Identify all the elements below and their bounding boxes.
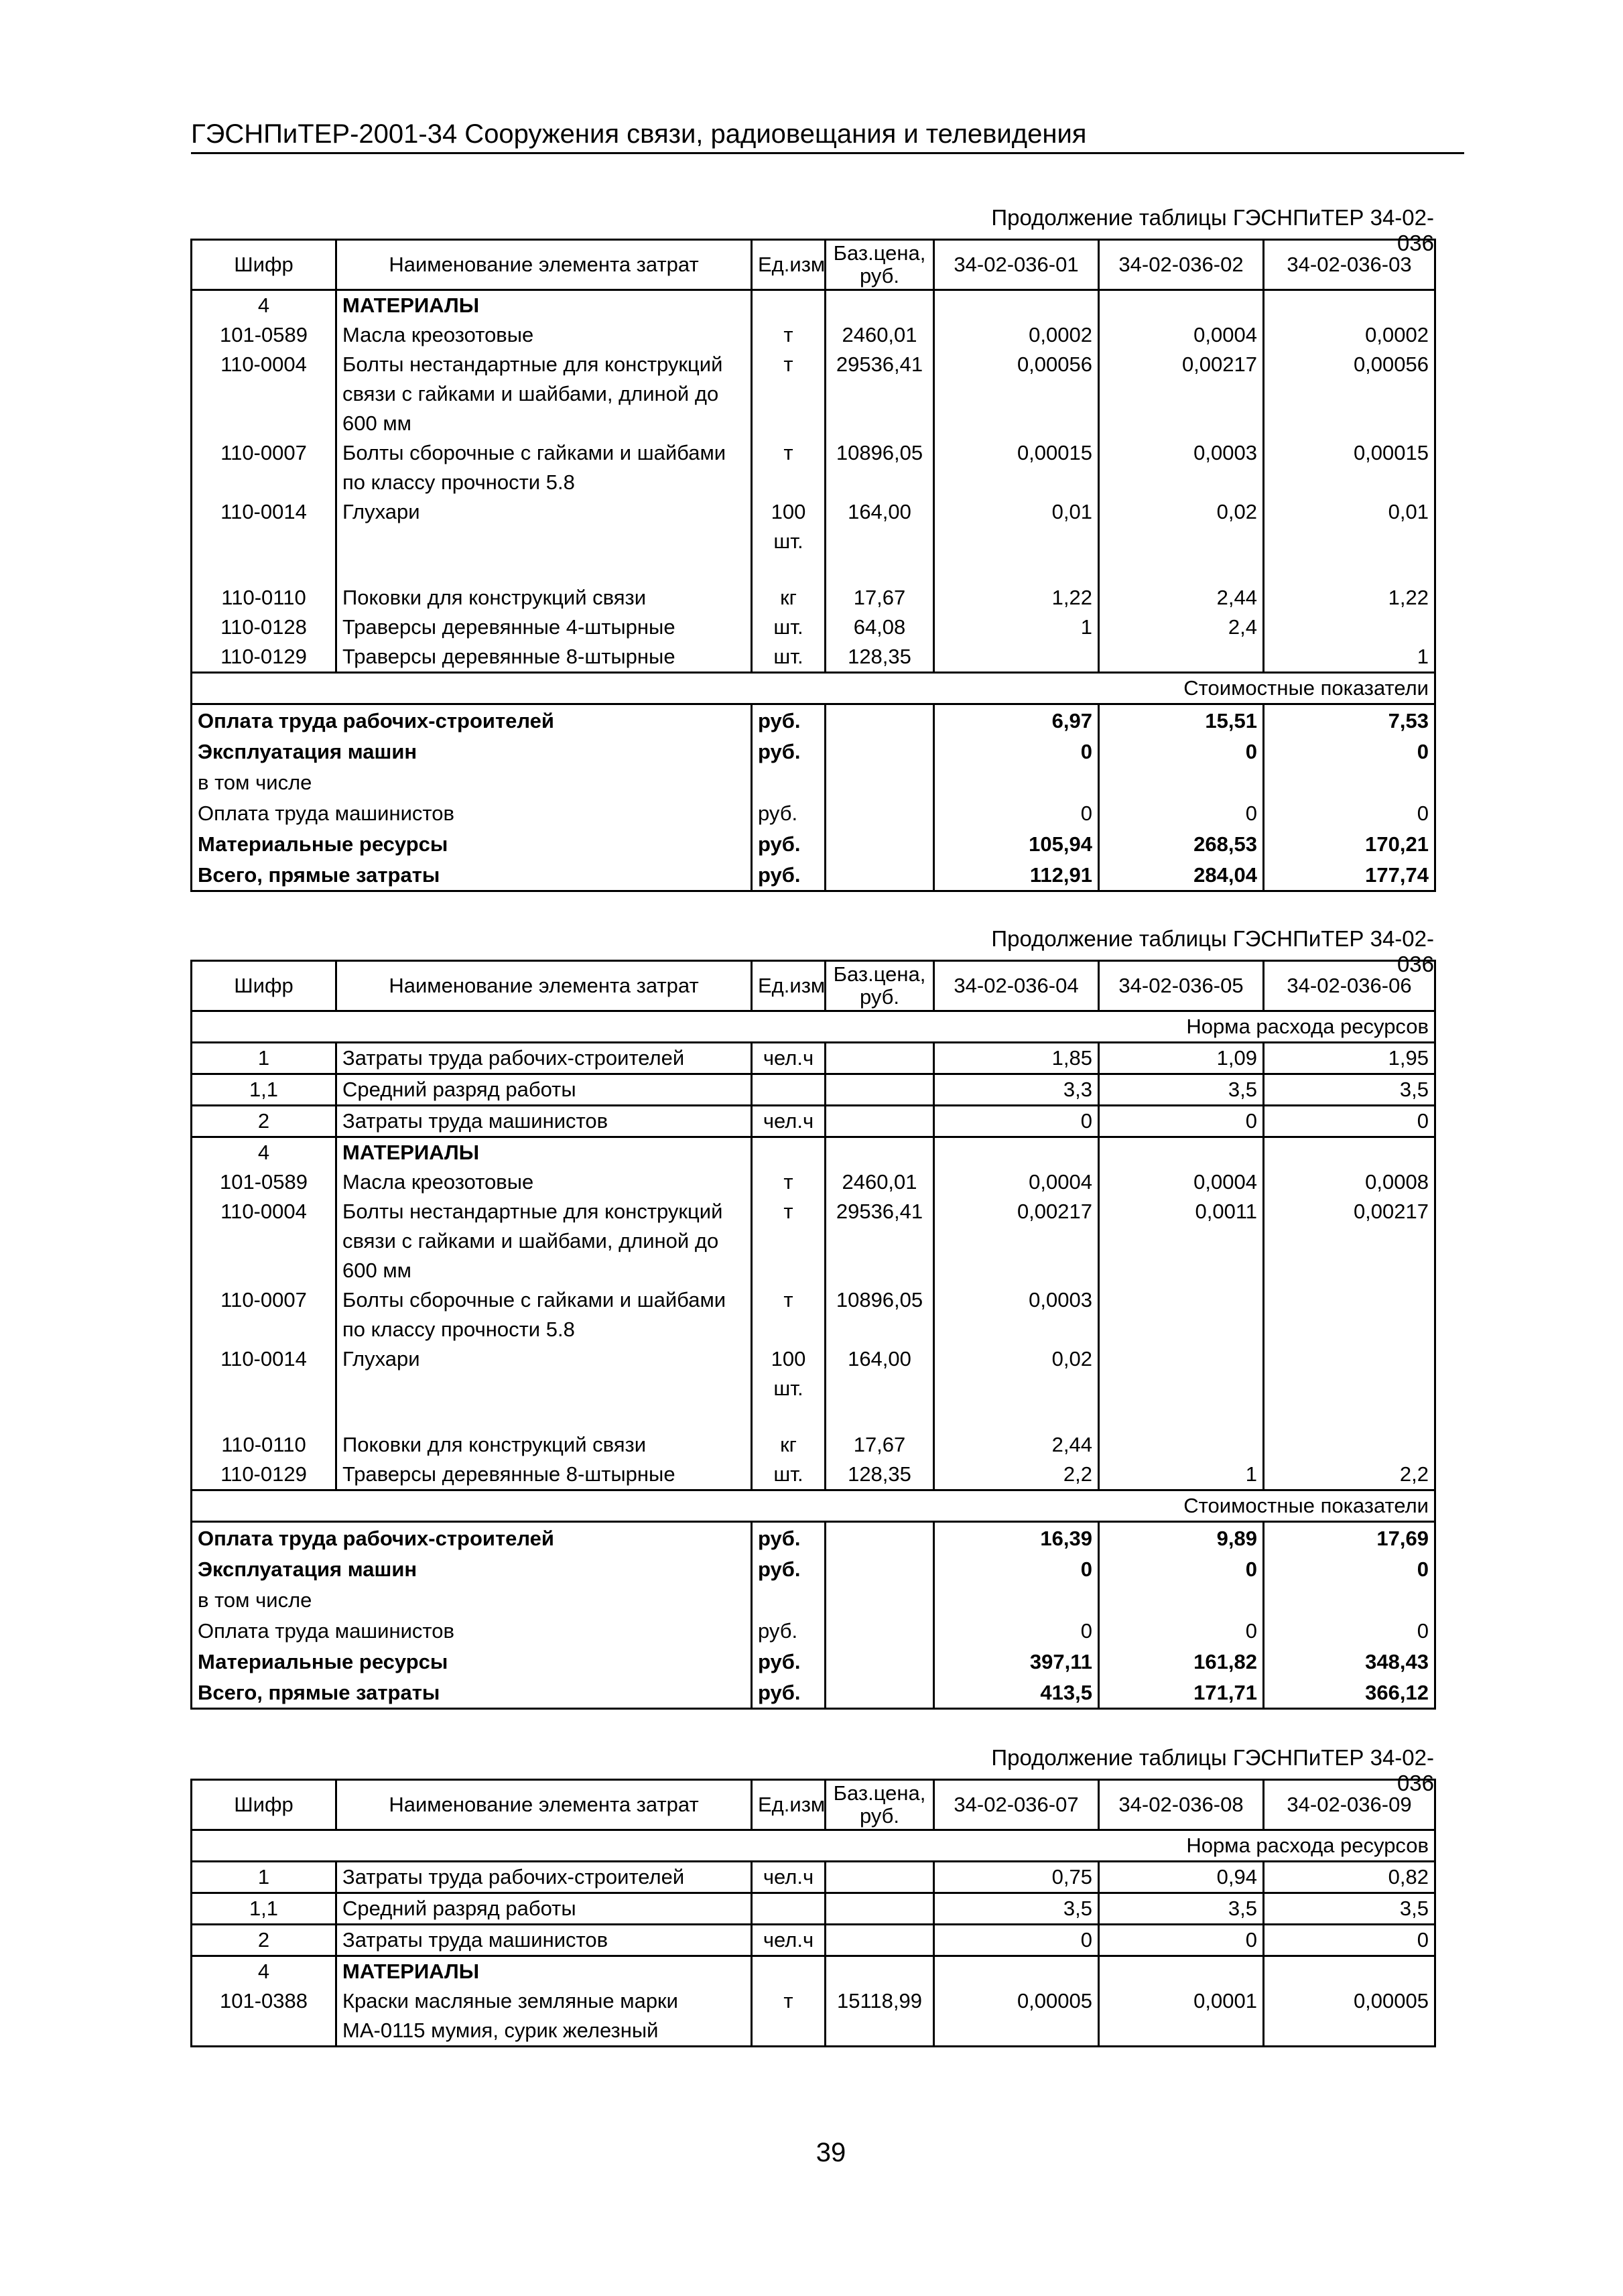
row-name: Масла креозотовые: [336, 320, 752, 350]
table-row: [192, 642, 1435, 673]
row-value: 2,44: [934, 1430, 1099, 1460]
cost-label: Материальные ресурсы: [192, 828, 752, 859]
table-row: [192, 1460, 1435, 1490]
cost-section-label: Стоимостные показатели: [192, 673, 1435, 704]
row-name: Болты нестандартные для конструкций связи с гайками и шайбами, длиной до 600 мм: [336, 350, 752, 438]
cost-value: 170,21: [1365, 832, 1429, 856]
cost-value: 16,39: [934, 1522, 1099, 1554]
row-name: Поковки для конструкций связи: [336, 1430, 752, 1460]
row-value: 1,09: [1099, 1043, 1264, 1074]
col-header-norm: 34-02-036-06: [1264, 961, 1435, 1011]
cost-value: 366,12: [1365, 1681, 1429, 1704]
row-name: МАТЕРИАЛЫ: [336, 1137, 752, 1168]
row-value: 0,0004: [1099, 320, 1264, 350]
col-header-unit: Ед.изм: [752, 1780, 826, 1830]
row-price: 164,00: [826, 497, 934, 556]
row-value: [1099, 290, 1264, 321]
row-value: 0,02: [1099, 497, 1264, 556]
row-name: МАТЕРИАЛЫ: [336, 290, 752, 321]
cost-label: в том числе: [192, 1584, 752, 1615]
row-value: 1,22: [1388, 586, 1429, 609]
row-code: 101-0388: [192, 1986, 336, 2047]
row-price: 29536,41: [826, 1197, 934, 1285]
table-spacer-row: [192, 556, 1435, 583]
cost-value: 7,53: [1388, 709, 1429, 732]
col-header-code: Шифр: [192, 961, 336, 1011]
cost-row: [192, 736, 1435, 767]
table-row: [192, 1344, 1435, 1403]
row-name: Траверсы деревянные 4-штырные: [336, 613, 752, 642]
cost-value: [934, 1584, 1099, 1615]
cost-unit: руб.: [752, 859, 826, 891]
table-spacer-row: [192, 1403, 1435, 1430]
row-price: 17,67: [826, 583, 934, 613]
row-code: 110-0014: [192, 497, 336, 556]
row-value: 3,5: [934, 1893, 1099, 1925]
cost-label: Всего, прямые затраты: [192, 1677, 752, 1709]
norm-table-2: [190, 960, 1436, 1710]
cost-value: 17,69: [1376, 1527, 1429, 1550]
row-value: 0: [1264, 1925, 1435, 1956]
row-value: 0,0004: [1099, 1167, 1264, 1197]
row-value: 0,94: [1099, 1862, 1264, 1893]
row-name: МАТЕРИАЛЫ: [336, 1956, 752, 1987]
norm-table-1: [190, 239, 1436, 892]
cost-value: 348,43: [1365, 1650, 1429, 1673]
col-header-unit: Ед.изм: [752, 961, 826, 1011]
row-code: 101-0589: [192, 320, 336, 350]
cost-value: 171,71: [1099, 1677, 1264, 1709]
row-value: 0,0001: [1099, 1986, 1264, 2047]
cost-value: [934, 767, 1099, 798]
row-price: 10896,05: [826, 1285, 934, 1344]
cost-value: 0: [1417, 1557, 1429, 1581]
row-code: 4: [192, 290, 336, 321]
row-value: 3,3: [934, 1074, 1099, 1106]
row-unit: т: [752, 350, 826, 438]
cost-unit: руб.: [752, 1646, 826, 1677]
table-caption: Продолжение таблицы ГЭСНПиТЕР 34-02-036: [991, 205, 1434, 255]
row-price: [826, 1043, 934, 1074]
cost-label: Эксплуатация машин: [192, 736, 752, 767]
col-header-norm: 34-02-036-03: [1264, 240, 1435, 290]
table-row: [192, 1167, 1435, 1197]
cost-value: [1264, 767, 1435, 798]
row-value: 0: [934, 1106, 1099, 1137]
row-value: [1264, 613, 1435, 642]
row-unit: [752, 1956, 826, 1987]
row-code: 101-0589: [192, 1167, 336, 1197]
cost-value: [1099, 1584, 1264, 1615]
row-value: [1264, 290, 1435, 321]
col-header-norm: 34-02-036-07: [934, 1780, 1099, 1830]
row-value: 0,01: [1388, 500, 1429, 523]
row-price: [826, 1956, 934, 1987]
cost-value: 177,74: [1365, 863, 1429, 887]
col-header-norm: 34-02-036-02: [1099, 240, 1264, 290]
cost-row: [192, 1553, 1435, 1584]
cost-unit: руб.: [752, 704, 826, 737]
table-row: [192, 1862, 1435, 1893]
row-value: 0,75: [934, 1862, 1099, 1893]
row-code: 2: [192, 1925, 336, 1956]
cost-value: 161,82: [1099, 1646, 1264, 1677]
row-unit: т: [752, 1167, 826, 1197]
row-code: 110-0007: [192, 438, 336, 497]
cost-section-banner: [192, 673, 1435, 704]
cost-row: [192, 798, 1435, 828]
cost-row: [192, 1646, 1435, 1677]
col-header-name: Наименование элемента затрат: [336, 1780, 752, 1830]
row-name: Глухари: [336, 497, 752, 556]
table-row: [192, 613, 1435, 642]
row-value: [1099, 1344, 1264, 1403]
cost-unit: руб.: [752, 1522, 826, 1554]
row-value: 0,00217: [934, 1197, 1099, 1285]
table-row: [192, 1197, 1435, 1285]
cost-value: 268,53: [1099, 828, 1264, 859]
row-unit: т: [752, 320, 826, 350]
row-value: [1264, 1430, 1435, 1460]
col-header-price: Баз.цена, руб.: [826, 1780, 934, 1830]
row-name: Болты сборочные с гайками и шайбами по классу прочности 5.8: [336, 1285, 752, 1344]
row-code: 110-0014: [192, 1344, 336, 1403]
row-value: 3,5: [1264, 1893, 1435, 1925]
cost-row: [192, 1615, 1435, 1646]
row-value: 0: [1264, 1106, 1435, 1137]
row-price: [826, 290, 934, 321]
cost-unit: руб.: [752, 1553, 826, 1584]
cost-row: [192, 767, 1435, 798]
row-unit: т: [752, 1197, 826, 1285]
table-row: [192, 1137, 1435, 1168]
cost-unit: [752, 767, 826, 798]
cost-value: [1099, 767, 1264, 798]
row-value: 0,01: [934, 497, 1099, 556]
row-price: [826, 1074, 934, 1106]
row-code: 2: [192, 1106, 336, 1137]
row-price: 15118,99: [826, 1986, 934, 2047]
cost-value: 0: [934, 1615, 1099, 1646]
row-price: 164,00: [826, 1344, 934, 1403]
row-value: 0,00217: [1099, 350, 1264, 438]
row-value: 1: [1417, 645, 1429, 668]
table-row: [192, 438, 1435, 497]
row-name: Глухари: [336, 1344, 752, 1403]
row-code: 110-0110: [192, 583, 336, 613]
cost-value: 0: [1417, 1619, 1429, 1643]
row-price: 2460,01: [826, 320, 934, 350]
cost-value: 0: [1099, 1615, 1264, 1646]
row-unit: шт.: [752, 1460, 826, 1490]
cost-value: 9,89: [1099, 1522, 1264, 1554]
table-caption: Продолжение таблицы ГЭСНПиТЕР 34-02-036: [991, 926, 1434, 976]
table-row: [192, 497, 1435, 556]
col-header-norm: 34-02-036-01: [934, 240, 1099, 290]
row-value: [1264, 1285, 1435, 1344]
cost-row: [192, 859, 1435, 891]
page-header: [191, 119, 1464, 154]
table-row: [192, 290, 1435, 321]
row-name: Краски масляные земляные марки МА-0115 мумия, сурик железный: [336, 1986, 752, 2047]
row-unit: чел.ч: [752, 1925, 826, 1956]
row-value: 1,22: [934, 583, 1099, 613]
col-header-price: Баз.цена, руб.: [826, 240, 934, 290]
cost-value: 0: [934, 798, 1099, 828]
row-price: [826, 1862, 934, 1893]
row-unit: [752, 1137, 826, 1168]
table-row: [192, 1986, 1435, 2047]
row-code: 4: [192, 1956, 336, 1987]
cost-value: 0: [1099, 1553, 1264, 1584]
row-code: 110-0007: [192, 1285, 336, 1344]
row-value: 0,0011: [1099, 1197, 1264, 1285]
cost-row: [192, 1584, 1435, 1615]
col-header-unit: Ед.изм: [752, 240, 826, 290]
norm-section-label: Норма расхода ресурсов: [192, 1011, 1435, 1043]
cost-value: 0: [934, 736, 1099, 767]
row-value: 1,95: [1388, 1046, 1429, 1070]
row-value: 0: [934, 1925, 1099, 1956]
col-header-code: Шифр: [192, 240, 336, 290]
cost-label: Материальные ресурсы: [192, 1646, 752, 1677]
cost-row: [192, 1677, 1435, 1709]
row-value: 0,00217: [1353, 1200, 1429, 1223]
cost-section-label: Стоимостные показатели: [192, 1490, 1435, 1522]
row-unit: чел.ч: [752, 1106, 826, 1137]
cost-label: Оплата труда машинистов: [192, 798, 752, 828]
col-header-price: Баз.цена, руб.: [826, 961, 934, 1011]
row-value: 3,5: [1099, 1893, 1264, 1925]
row-value: [1099, 1430, 1264, 1460]
row-price: [826, 1137, 934, 1168]
row-value: 0,00015: [1353, 441, 1429, 464]
cost-label: Оплата труда рабочих-строителей: [192, 1522, 752, 1554]
row-value: 2,44: [1099, 583, 1264, 613]
row-name: Траверсы деревянные 8-штырные: [336, 642, 752, 673]
cost-value: 105,94: [934, 828, 1099, 859]
row-name: Затраты труда машинистов: [336, 1925, 752, 1956]
row-value: 0,00056: [934, 350, 1099, 438]
row-value: 0,00056: [1353, 353, 1429, 376]
row-unit: [752, 290, 826, 321]
row-name: Средний разряд работы: [336, 1074, 752, 1106]
row-price: [826, 1925, 934, 1956]
table-row: [192, 1043, 1435, 1074]
norm-section-banner: [192, 1011, 1435, 1043]
row-value: [1099, 1956, 1264, 1987]
row-code: 1,1: [192, 1893, 336, 1925]
cost-value: 0: [1099, 736, 1264, 767]
row-name: Средний разряд работы: [336, 1893, 752, 1925]
cost-row: [192, 828, 1435, 859]
cost-label: в том числе: [192, 767, 752, 798]
row-name: Масла креозотовые: [336, 1167, 752, 1197]
row-unit: чел.ч: [752, 1862, 826, 1893]
cost-unit: руб.: [752, 1677, 826, 1709]
cost-unit: руб.: [752, 798, 826, 828]
row-value: [934, 290, 1099, 321]
cost-value: 0: [1417, 802, 1429, 825]
row-price: 10896,05: [826, 438, 934, 497]
col-header-name: Наименование элемента затрат: [336, 240, 752, 290]
col-header-norm: 34-02-036-08: [1099, 1780, 1264, 1830]
row-value: [1099, 1285, 1264, 1344]
row-name: Поковки для конструкций связи: [336, 583, 752, 613]
row-value: 0,02: [934, 1344, 1099, 1403]
cost-unit: руб.: [752, 736, 826, 767]
table-caption: Продолжение таблицы ГЭСНПиТЕР 34-02-036: [991, 1745, 1434, 1795]
cost-unit: руб.: [752, 1615, 826, 1646]
cost-label: Оплата труда рабочих-строителей: [192, 704, 752, 737]
cost-row: [192, 1522, 1435, 1554]
row-value: 0,0003: [1099, 438, 1264, 497]
row-value: 0: [1099, 1925, 1264, 1956]
row-code: 110-0004: [192, 350, 336, 438]
row-value: 0,0002: [1365, 323, 1429, 346]
col-header-name: Наименование элемента затрат: [336, 961, 752, 1011]
table-row: [192, 350, 1435, 438]
row-value: 2,2: [934, 1460, 1099, 1490]
row-name: Болты нестандартные для конструкций связи с гайками и шайбами, длиной до 600 мм: [336, 1197, 752, 1285]
row-unit: чел.ч: [752, 1043, 826, 1074]
table-row: [192, 1285, 1435, 1344]
row-name: Траверсы деревянные 8-штырные: [336, 1460, 752, 1490]
row-value: 3,5: [1264, 1074, 1435, 1106]
cost-label: Оплата труда машинистов: [192, 1615, 752, 1646]
col-header-code: Шифр: [192, 1780, 336, 1830]
row-price: 2460,01: [826, 1167, 934, 1197]
row-value: 0: [1099, 1106, 1264, 1137]
row-code: 1: [192, 1862, 336, 1893]
row-value: [1264, 1956, 1435, 1987]
cost-row: [192, 704, 1435, 737]
table-row: [192, 1074, 1435, 1106]
row-value: [1099, 642, 1264, 673]
row-unit: т: [752, 1986, 826, 2047]
row-value: 0,00005: [1353, 1989, 1429, 2013]
cost-value: 284,04: [1099, 859, 1264, 891]
row-code: 110-0128: [192, 613, 336, 642]
row-value: 2,4: [1099, 613, 1264, 642]
table-row: [192, 1893, 1435, 1925]
row-price: 128,35: [826, 1460, 934, 1490]
row-name: Затраты труда рабочих-строителей: [336, 1043, 752, 1074]
row-value: [1264, 1137, 1435, 1168]
cost-value: 0: [1099, 798, 1264, 828]
table-row: [192, 320, 1435, 350]
cost-value: [1264, 1584, 1435, 1615]
row-value: 0,0004: [934, 1167, 1099, 1197]
row-code: 110-0129: [192, 1460, 336, 1490]
row-code: 1,1: [192, 1074, 336, 1106]
row-value: 1: [934, 613, 1099, 642]
row-value: 0,82: [1388, 1865, 1429, 1889]
row-unit: 100 шт.: [752, 1344, 826, 1403]
cost-section-banner: [192, 1490, 1435, 1522]
row-value: 1,85: [934, 1043, 1099, 1074]
row-name: Затраты труда рабочих-строителей: [336, 1862, 752, 1893]
row-unit: [752, 1074, 826, 1106]
cost-value: 397,11: [934, 1646, 1099, 1677]
row-price: 64,08: [826, 613, 934, 642]
table-row: [192, 1925, 1435, 1956]
row-value: [934, 1956, 1099, 1987]
table-row: [192, 1956, 1435, 1987]
row-value: [1099, 1137, 1264, 1168]
col-header-norm: 34-02-036-04: [934, 961, 1099, 1011]
cost-unit: руб.: [752, 828, 826, 859]
row-price: [826, 1893, 934, 1925]
row-value: 1: [1099, 1460, 1264, 1490]
row-value: 0,0003: [934, 1285, 1099, 1344]
page-number: 39: [816, 2138, 846, 2167]
table-row: [192, 1430, 1435, 1460]
row-price: 128,35: [826, 642, 934, 673]
row-unit: шт.: [752, 613, 826, 642]
row-value: 3,5: [1099, 1074, 1264, 1106]
cost-value: 15,51: [1099, 704, 1264, 737]
cost-value: 6,97: [934, 704, 1099, 737]
row-name: Болты сборочные с гайками и шайбами по классу прочности 5.8: [336, 438, 752, 497]
norm-section-label: Норма расхода ресурсов: [192, 1830, 1435, 1862]
row-unit: кг: [752, 1430, 826, 1460]
row-value: [1264, 1344, 1435, 1403]
cost-value: 0: [1417, 740, 1429, 763]
row-value: 0,00015: [934, 438, 1099, 497]
row-value: [934, 642, 1099, 673]
row-name: Затраты труда машинистов: [336, 1106, 752, 1137]
table-row: [192, 583, 1435, 613]
cost-unit: [752, 1584, 826, 1615]
cost-value: 112,91: [934, 859, 1099, 891]
row-unit: т: [752, 1285, 826, 1344]
norm-table-3: [190, 1779, 1436, 2047]
row-price: 17,67: [826, 1430, 934, 1460]
row-value: 2,2: [1399, 1462, 1429, 1486]
row-code: 1: [192, 1043, 336, 1074]
row-code: 110-0110: [192, 1430, 336, 1460]
cost-value: 0: [934, 1553, 1099, 1584]
document-title: ГЭСНПиТЕР-2001-34 Сооружения связи, радиовещания и телевидения: [191, 119, 1087, 149]
row-unit: т: [752, 438, 826, 497]
row-value: [934, 1137, 1099, 1168]
norm-section-banner: [192, 1830, 1435, 1862]
cost-value: 413,5: [934, 1677, 1099, 1709]
row-unit: кг: [752, 583, 826, 613]
row-price: 29536,41: [826, 350, 934, 438]
row-code: 110-0004: [192, 1197, 336, 1285]
row-unit: 100 шт.: [752, 497, 826, 556]
col-header-norm: 34-02-036-09: [1264, 1780, 1435, 1830]
row-code: 4: [192, 1137, 336, 1168]
row-value: 0,0002: [934, 320, 1099, 350]
row-value: 0,0008: [1365, 1170, 1429, 1194]
cost-label: Всего, прямые затраты: [192, 859, 752, 891]
row-value: 0,00005: [934, 1986, 1099, 2047]
row-unit: шт.: [752, 642, 826, 673]
row-code: 110-0129: [192, 642, 336, 673]
cost-label: Эксплуатация машин: [192, 1553, 752, 1584]
row-price: [826, 1106, 934, 1137]
table-row: [192, 1106, 1435, 1137]
col-header-norm: 34-02-036-05: [1099, 961, 1264, 1011]
row-unit: [752, 1893, 826, 1925]
